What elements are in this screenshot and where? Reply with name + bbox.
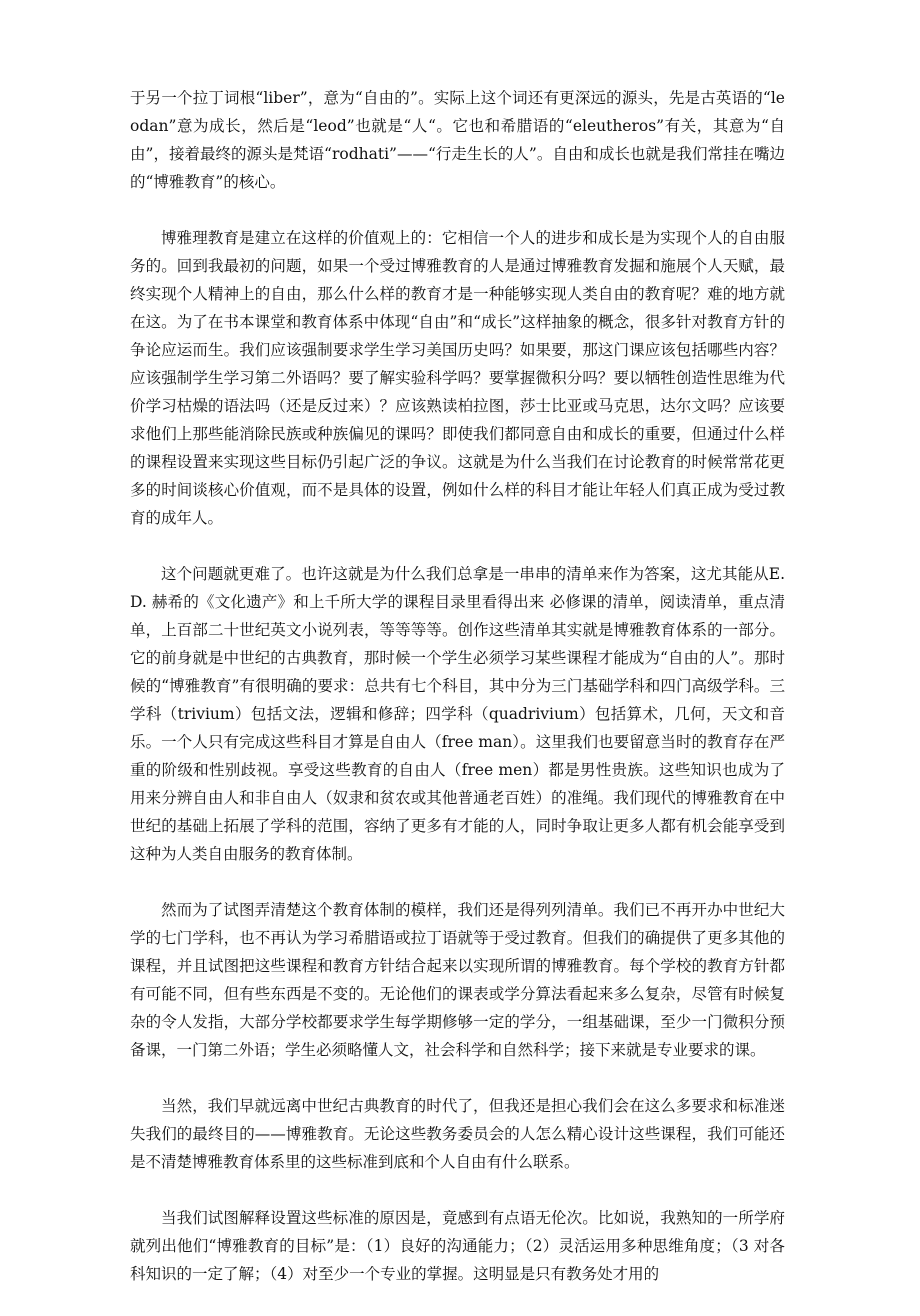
paragraph-1: 于另一个拉丁词根“liber”，意为“自由的”。实际上这个词还有更深远的源头，先是古英语的“leodan”意为成长，然后是“leod”也就是“人“。它也和希腊语的“eleutheros”有关，其意为“自由”，接着最终的源头是梵语“rodhati”——“行走生长的人”。自由和成长也就是我们常挂在嘴边的“博雅教育”的核心。: [130, 89, 785, 191]
paragraph-3: 这个问题就更难了。也许这就是为什么我们总拿是一串串的清单来作为答案，这尤其能从E.D. 赫希的《文化遗产》和上千所大学的课程目录里看得出来 必修课的清单，阅读清单，重点清单，上百部二十世纪英文小说列表，等等等等。创作这些清单其实就是博雅教育体系的一部分。它的前身就是中世纪的古典教育，那时候一个学生必须学习某些课程才能成为“自由的人”。那时候的“博雅教育”有很明确的要求：总共有七个科目，其中分为三门基础学科和四门高级学科。三学科（trivium）包括文法，逻辑和修辞；四学科（quadrivium）包括算术，几何，天文和音乐。一个人只有完成这些科目才算是自由人（free man）。这里我们也要留意当时的教育存在严重的阶级和性别歧视。享受这些教育的自由人（free men）都是男性贵族。这些知识也成为了用来分辨自由人和非自由人（奴隶和贫农或其他普通老百姓）的准绳。我们现代的博雅教育在中世纪的基础上拓展了学科的范围，容纳了更多有才能的人，同时争取让更多人都有机会能享受到这种为人类自由服务的教育体制。: [130, 565, 785, 863]
paragraph-6: 当我们试图解释设置这些标准的原因是，竟感到有点语无伦次。比如说，我熟知的一所学府就列出他们“博雅教育的目标”是：（1）良好的沟通能力；（2）灵活运用多种思维角度；（3 对各科知识的一定了解；（4）对至少一个专业的掌握。这明显是只有教务处才用的: [130, 1209, 785, 1283]
paragraph-2: 博雅理教育是建立在这样的价值观上的：它相信一个人的进步和成长是为实现个人的自由服务的。回到我最初的问题，如果一个受过博雅教育的人是通过博雅教育发掘和施展个人天赋，最终实现个人精神上的自由，那么什么样的教育才是一种能够实现人类自由的教育呢？难的地方就在这。为了在书本课堂和教育体系中体现“自由”和“成长”这样抽象的概念，很多针对教育方针的争论应运而生。我们应该强制要求学生学习美国历史吗？如果要，那这门课应该包括哪些内容？应该强制学生学习第二外语吗？要了解实验科学吗？要掌握微积分吗？要以牺牲创造性思维为代价学习枯燥的语法吗（还是反过来）？应该熟读柏拉图，莎士比亚或马克思，达尔文吗？应该要求他们上那些能消除民族或种族偏见的课吗？即使我们都同意自由和成长的重要，但通过什么样的课程设置来实现这些目标仍引起广泛的争议。这就是为什么当我们在讨论教育的时候常常花更多的时间谈核心价值观，而不是具体的设置，例如什么样的科目才能让年轻人们真正成为受过教育的成年人。: [130, 229, 785, 527]
article-body: [130, 84, 785, 1316]
paragraph-4: 然而为了试图弄清楚这个教育体制的模样，我们还是得列列清单。我们已不再开办中世纪大学的七门学科，也不再认为学习希腊语或拉丁语就等于受过教育。但我们的确提供了更多其他的课程，并且试图把这些课程和教育方针结合起来以实现所谓的博雅教育。每个学校的教育方针都有可能不同，但有些东西是不变的。无论他们的课表或学分算法看起来多么复杂，尽管有时候复杂的令人发指，大部分学校都要求学生每学期修够一定的学分，一组基础课，至少一门微积分预备课，一门第二外语；学生必须略懂人文，社会科学和自然科学；接下来就是专业要求的课。: [130, 901, 785, 1059]
paragraph-5: 当然，我们早就远离中世纪古典教育的时代了，但我还是担心我们会在这么多要求和标准迷失我们的最终目的——博雅教育。无论这些教务委员会的人怎么精心设计这些课程，我们可能还是不清楚博雅教育体系里的这些标准到底和个人自由有什么联系。: [130, 1097, 785, 1171]
